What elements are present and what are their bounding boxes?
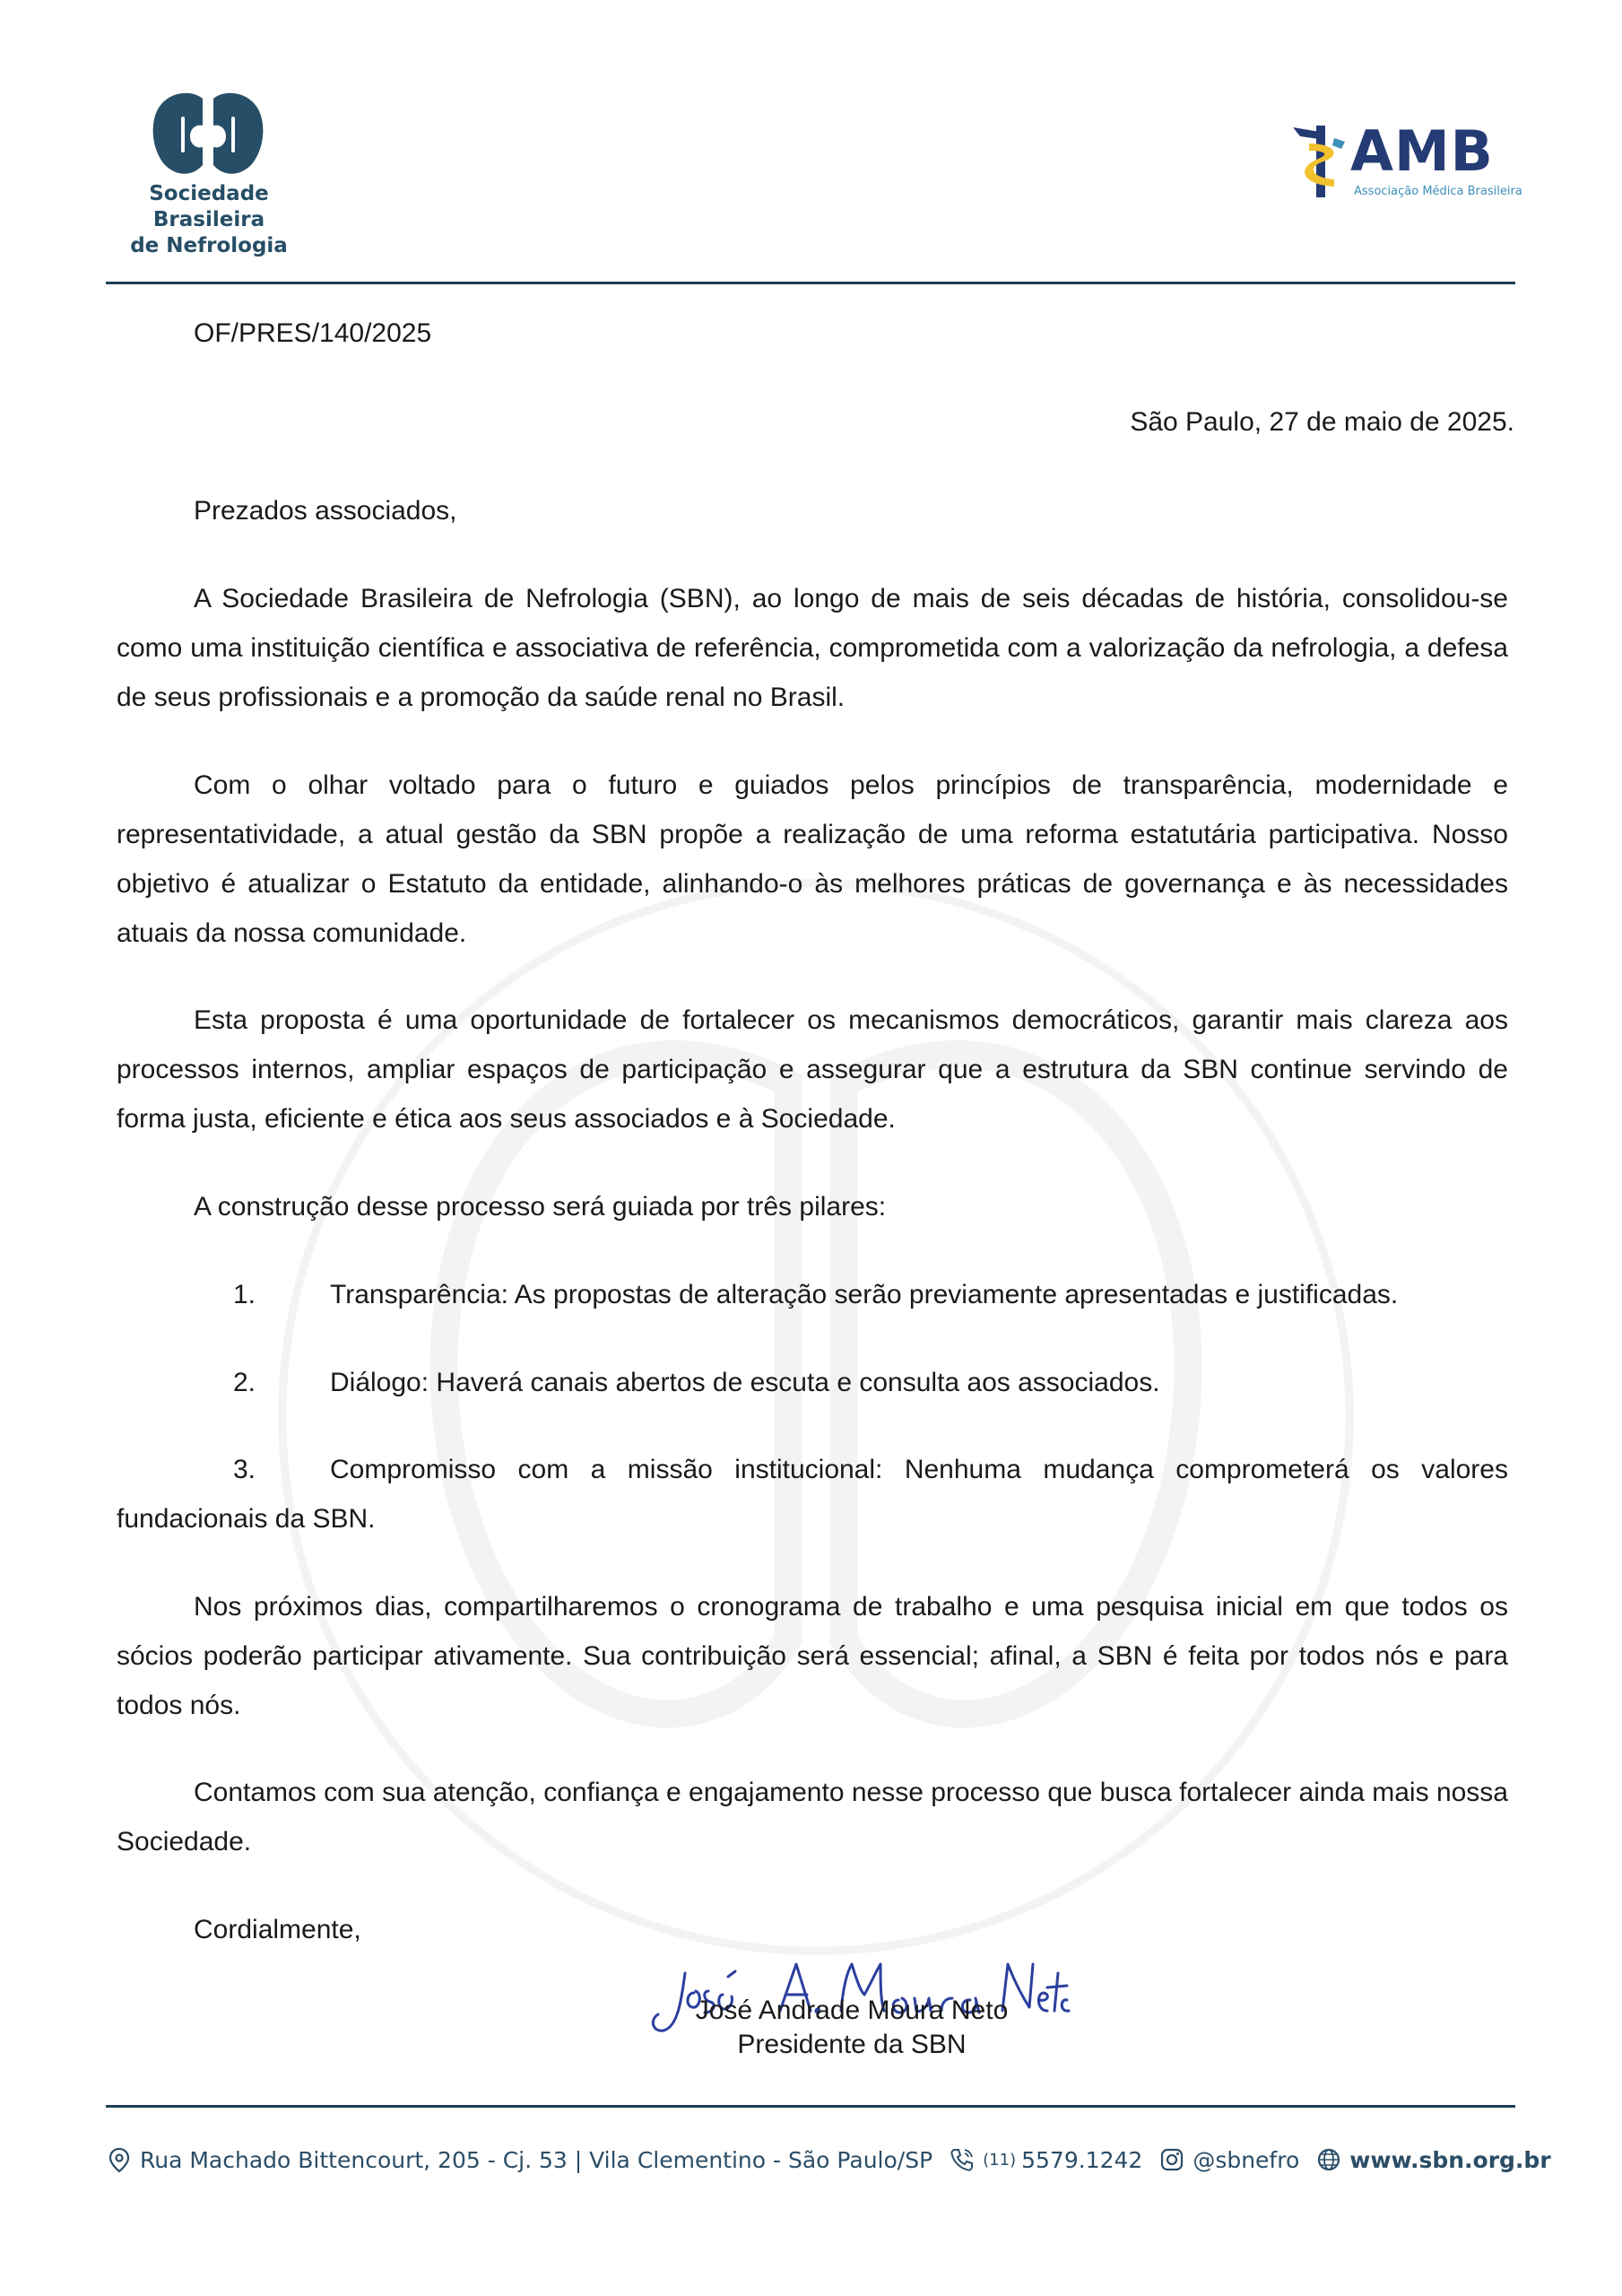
signer-block — [628, 1994, 1076, 2062]
globe-icon — [1315, 2146, 1342, 2173]
signer-title: Presidente da SBN — [737, 2030, 967, 2059]
paragraph: A Sociedade Brasileira de Nefrologia (SBN), ao longo de mais de seis décadas de história, consolidou-se como uma instituição científica e associativa de referência, comprometida com a valorização da nefrologia, a defesa de seus profissionais e a promoção da saúde renal no Brasil. — [117, 584, 1508, 712]
signer-name: José Andrade Moura Neto — [695, 1996, 1009, 2025]
caduceus-logo-icon — [1289, 120, 1354, 201]
paragraph: Contamos com sua atenção, confiança e engajamento nesse processo que busca fortalecer ainda mais nossa Sociedade. — [117, 1778, 1508, 1857]
list-number: 2. — [233, 1368, 256, 1397]
instagram-handle: @sbnefro — [1193, 2146, 1300, 2173]
list-text: Compromisso com a missão institucional: Nenhuma mudança comprometerá os valores fundacionais da SBN. — [117, 1455, 1508, 1534]
amb-acronym: AMB — [1350, 118, 1494, 184]
kidney-logo-icon — [136, 90, 280, 179]
list-item — [117, 1358, 1508, 1407]
list-text: Transparência: As propostas de alteração serão previamente apresentadas e justificadas. — [330, 1280, 1399, 1309]
footer — [106, 2142, 1551, 2178]
footer-address — [106, 2146, 932, 2173]
letter-greeting: Prezados associados, — [194, 496, 457, 526]
letter-reference: OF/PRES/140/2025 — [194, 318, 432, 348]
paragraph: A construção desse processo será guiada por três pilares: — [194, 1192, 887, 1222]
sbn-name-line1: Sociedade Brasileira — [149, 182, 269, 231]
footer-divider — [106, 2105, 1515, 2108]
list-item — [117, 1270, 1508, 1319]
paragraph: Nos próximos dias, compartilharemos o cronograma de trabalho e uma pesquisa inicial em que todos os sócios poderão participar ativamente. Sua contribuição será essencial; afinal, a SBN é feita por todos nós e para todos nós. — [117, 1592, 1508, 1720]
instagram-icon — [1158, 2146, 1185, 2173]
letter-closing: Cordialmente, — [194, 1915, 361, 1944]
phone-area-code: (11) — [983, 2150, 1017, 2170]
location-pin-icon — [106, 2146, 133, 2173]
address-text: Rua Machado Bittencourt, 205 - Cj. 53 | Vila Clementino - São Paulo/SP — [140, 2146, 933, 2173]
footer-instagram — [1158, 2146, 1299, 2173]
header-divider — [106, 282, 1515, 284]
paragraph: Com o olhar voltado para o futuro e guiados pelos princípios de transparência, modernidade e representatividade, a atual gestão da SBN propõe a realização de uma reforma estatutária participativa. Nosso objetivo é atualizar o Estatuto da entidade, alinhando-o às melhores práticas de governança e às necessidades atuais da nossa comunidade. — [117, 770, 1508, 948]
sbn-logo — [106, 90, 312, 257]
list-text: Diálogo: Haverá canais abertos de escuta e consulta aos associados. — [330, 1368, 1160, 1397]
phone-number: 5579.1242 — [1021, 2146, 1143, 2173]
footer-phone — [949, 2146, 1142, 2173]
list-number: 1. — [233, 1280, 256, 1309]
footer-website — [1315, 2146, 1550, 2173]
list-item — [117, 1445, 1508, 1544]
amb-logo — [1289, 118, 1522, 210]
phone-icon — [949, 2146, 976, 2173]
amb-subtitle: Associação Médica Brasileira — [1354, 185, 1522, 198]
sbn-name-line2: de Nefrologia — [130, 234, 288, 257]
paragraph: Esta proposta é uma oportunidade de fortalecer os mecanismos democráticos, garantir mais clareza aos processos internos, ampliar espaços de participação e assegurar que a estrutura da SBN continue servindo de forma justa, eficiente e ética aos seus associados e à Sociedade. — [117, 1005, 1508, 1134]
website-text: www.sbn.org.br — [1349, 2146, 1551, 2173]
letter-date: São Paulo, 27 de maio de 2025. — [1130, 407, 1514, 437]
list-number: 3. — [233, 1455, 256, 1484]
